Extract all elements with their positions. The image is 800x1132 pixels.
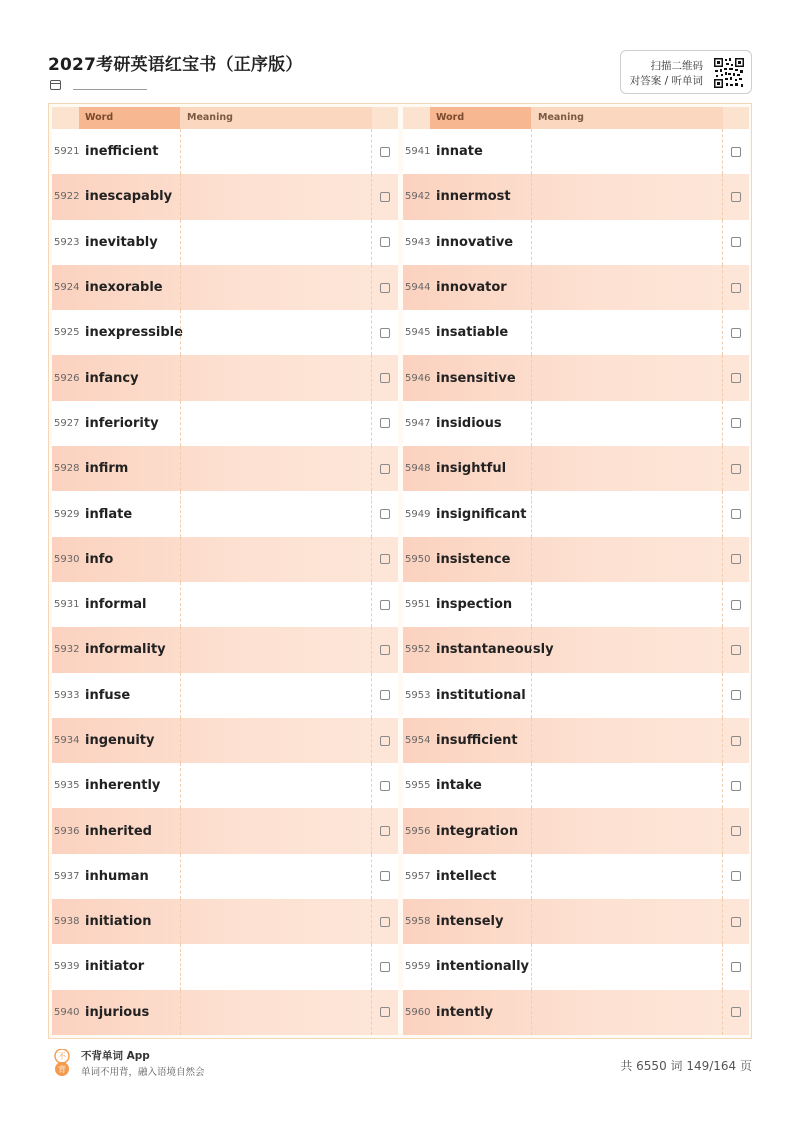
- table-row: [403, 854, 749, 899]
- word-text: intellect: [436, 868, 497, 884]
- word-text: inescapably: [85, 189, 173, 205]
- word-text: infirm: [85, 461, 129, 477]
- qr-panel[interactable]: [620, 50, 752, 94]
- meaning-field[interactable]: [531, 174, 723, 219]
- meaning-field[interactable]: [531, 854, 723, 899]
- meaning-field[interactable]: [531, 627, 723, 672]
- checkbox-icon[interactable]: [731, 464, 741, 474]
- table-row: [52, 265, 398, 310]
- vocabulary-table: [48, 103, 752, 1039]
- word-number: 5921: [54, 146, 80, 158]
- checkbox-icon[interactable]: [380, 283, 390, 293]
- checkbox-icon[interactable]: [380, 192, 390, 202]
- checkbox-icon[interactable]: [380, 826, 390, 836]
- word-number: 5922: [54, 191, 80, 203]
- word-text: intentionally: [436, 959, 530, 975]
- word-number: 5928: [54, 463, 80, 475]
- right-rows: [403, 129, 749, 1035]
- app-name: 不背单词 App: [81, 1050, 150, 1062]
- word-column-header: Word: [430, 107, 531, 129]
- word-text: informality: [85, 642, 166, 658]
- word-number: 5932: [54, 644, 80, 656]
- word-text: innate: [436, 144, 483, 160]
- table-row: [403, 990, 749, 1035]
- checkbox-icon[interactable]: [380, 690, 390, 700]
- word-text: inexpressible: [85, 325, 183, 341]
- meaning-field[interactable]: [180, 854, 372, 899]
- meaning-field[interactable]: [180, 944, 372, 989]
- meaning-column-header: Meaning: [180, 107, 372, 129]
- word-number: 5939: [54, 961, 80, 973]
- qr-code-icon[interactable]: [713, 57, 745, 89]
- table-row: [403, 808, 749, 853]
- meaning-field[interactable]: [180, 808, 372, 853]
- checkbox-icon[interactable]: [380, 781, 390, 791]
- checkbox-icon[interactable]: [731, 917, 741, 927]
- word-text: initiator: [85, 959, 145, 975]
- word-text: insightful: [436, 461, 507, 477]
- word-number: 5954: [405, 735, 431, 746]
- table-row: [403, 537, 749, 582]
- meaning-field[interactable]: [180, 310, 372, 355]
- table-row: [52, 491, 398, 536]
- checkbox-icon[interactable]: [731, 554, 741, 564]
- word-number: 5946: [405, 372, 431, 384]
- word-text: inherited: [85, 823, 152, 839]
- app-logo-icon: [52, 1049, 72, 1077]
- word-number: 5927: [54, 417, 80, 429]
- meaning-field[interactable]: [180, 627, 372, 672]
- table-row: [52, 537, 398, 582]
- checkbox-icon[interactable]: [731, 283, 741, 293]
- word-text: inferiority: [85, 415, 159, 431]
- date-row: [50, 80, 147, 90]
- meaning-field[interactable]: [180, 537, 372, 582]
- meaning-field[interactable]: [531, 265, 723, 310]
- word-number: 5944: [405, 282, 431, 294]
- checkbox-icon[interactable]: [380, 418, 390, 428]
- meaning-field[interactable]: [531, 537, 723, 582]
- meaning-field[interactable]: [531, 990, 723, 1035]
- word-text: insufficient: [436, 733, 518, 748]
- table-row: [52, 673, 398, 718]
- checkbox-icon[interactable]: [731, 192, 741, 202]
- meaning-field[interactable]: [531, 763, 723, 808]
- word-text: instantaneously: [436, 642, 554, 658]
- checkbox-icon[interactable]: [731, 328, 741, 338]
- checkbox-icon[interactable]: [731, 871, 741, 881]
- word-text: insensitive: [436, 370, 516, 386]
- meaning-field[interactable]: [531, 129, 723, 174]
- checkbox-icon[interactable]: [380, 962, 390, 972]
- qr-caption-line1: 扫描二维码: [650, 60, 703, 72]
- meaning-field[interactable]: [531, 808, 723, 853]
- table-row: [403, 220, 749, 265]
- word-number: 5958: [405, 916, 431, 928]
- table-row: [403, 355, 749, 400]
- meaning-field[interactable]: [180, 446, 372, 491]
- word-number: 5929: [54, 508, 80, 520]
- word-text: intently: [436, 1004, 494, 1020]
- table-row: [403, 582, 749, 627]
- word-number: 5951: [405, 599, 431, 611]
- meaning-field[interactable]: [180, 355, 372, 400]
- word-text: infancy: [85, 370, 139, 386]
- table-row: [403, 174, 749, 219]
- word-number: 5934: [54, 735, 80, 746]
- word-number: 5940: [54, 1006, 80, 1018]
- app-slogan: 单词不用背，融入语境自然会: [81, 1067, 205, 1078]
- word-number: 5941: [405, 146, 431, 158]
- word-number: 5936: [54, 825, 80, 837]
- table-row: [403, 310, 749, 355]
- checkbox-icon[interactable]: [731, 690, 741, 700]
- meaning-field[interactable]: [531, 673, 723, 718]
- calendar-icon: [50, 80, 61, 90]
- checkbox-icon[interactable]: [380, 871, 390, 881]
- table-row: [52, 718, 398, 763]
- checkbox-icon[interactable]: [731, 1007, 741, 1017]
- table-row: [403, 763, 749, 808]
- word-text: integration: [436, 823, 519, 839]
- table-row: [52, 310, 398, 355]
- table-header: [403, 107, 749, 129]
- app-logo-bottom-char: 背: [58, 1065, 66, 1074]
- checkbox-icon[interactable]: [731, 736, 741, 746]
- word-number: 5938: [54, 916, 80, 928]
- checkbox-icon[interactable]: [731, 962, 741, 972]
- table-row: [403, 491, 749, 536]
- table-row: [52, 129, 398, 174]
- word-number: 5925: [54, 327, 80, 339]
- checkbox-icon[interactable]: [380, 509, 390, 519]
- checkbox-icon[interactable]: [731, 373, 741, 383]
- meaning-field[interactable]: [180, 763, 372, 808]
- checkbox-icon[interactable]: [380, 645, 390, 655]
- table-header: [52, 107, 398, 129]
- table-row: [52, 899, 398, 944]
- word-text: insignificant: [436, 506, 527, 522]
- checkbox-icon[interactable]: [380, 328, 390, 338]
- checkbox-icon[interactable]: [731, 781, 741, 791]
- word-text: infuse: [85, 687, 131, 703]
- meaning-field[interactable]: [531, 491, 723, 536]
- meaning-field[interactable]: [531, 310, 723, 355]
- word-number: 5945: [405, 327, 431, 339]
- meaning-field[interactable]: [180, 129, 372, 174]
- table-row: [52, 763, 398, 808]
- word-text: inherently: [85, 778, 161, 794]
- meaning-field[interactable]: [180, 718, 372, 763]
- page-count: 共 6550 词 149/164 页: [620, 1059, 752, 1073]
- checkbox-icon[interactable]: [380, 600, 390, 610]
- word-text: injurious: [85, 1004, 150, 1020]
- word-number: 5942: [405, 191, 431, 203]
- word-number: 5956: [405, 825, 431, 837]
- table-row: [52, 854, 398, 899]
- table-row: [52, 990, 398, 1035]
- table-row: [52, 355, 398, 400]
- word-number: 5949: [405, 508, 431, 520]
- word-text: intake: [436, 778, 482, 794]
- checkbox-icon[interactable]: [380, 464, 390, 474]
- word-text: innermost: [436, 189, 511, 205]
- left-rows: [52, 129, 398, 1035]
- checkbox-icon[interactable]: [380, 917, 390, 927]
- meaning-field[interactable]: [531, 718, 723, 763]
- word-text: inflate: [85, 506, 133, 522]
- checkbox-icon[interactable]: [380, 1007, 390, 1017]
- table-row: [403, 446, 749, 491]
- meaning-field[interactable]: [180, 673, 372, 718]
- table-row: [52, 401, 398, 446]
- page-header: [48, 50, 752, 100]
- word-text: insistence: [436, 551, 511, 567]
- date-field[interactable]: [73, 80, 147, 90]
- word-number: 5924: [54, 282, 80, 294]
- word-text: informal: [85, 597, 147, 613]
- word-text: institutional: [436, 687, 526, 703]
- meaning-field[interactable]: [180, 582, 372, 627]
- table-row: [52, 944, 398, 989]
- word-column-header: Word: [79, 107, 180, 129]
- table-row: [52, 446, 398, 491]
- word-text: inexorable: [85, 280, 163, 296]
- word-number: 5931: [54, 599, 80, 611]
- table-row: [403, 673, 749, 718]
- meaning-field[interactable]: [180, 990, 372, 1035]
- word-number: 5930: [54, 553, 80, 565]
- checkbox-icon[interactable]: [380, 736, 390, 746]
- table-row: [52, 808, 398, 853]
- word-number: 5955: [405, 780, 431, 792]
- checkbox-icon[interactable]: [731, 645, 741, 655]
- checkbox-icon[interactable]: [731, 826, 741, 836]
- table-row: [403, 718, 749, 763]
- word-text: innovator: [436, 280, 507, 296]
- checkbox-icon[interactable]: [731, 418, 741, 428]
- word-number: 5943: [405, 236, 431, 248]
- word-number: 5933: [54, 689, 80, 701]
- checkbox-icon[interactable]: [380, 147, 390, 157]
- word-number: 5957: [405, 870, 431, 882]
- word-number: 5953: [405, 689, 431, 701]
- meaning-field[interactable]: [531, 944, 723, 989]
- right-column: [403, 107, 749, 1035]
- meaning-field[interactable]: [180, 401, 372, 446]
- table-row: [52, 220, 398, 265]
- table-row: [52, 582, 398, 627]
- word-text: inevitably: [85, 234, 158, 250]
- word-number: 5959: [405, 961, 431, 973]
- word-number: 5935: [54, 780, 80, 792]
- meaning-field[interactable]: [180, 491, 372, 536]
- checkbox-icon[interactable]: [380, 554, 390, 564]
- word-number: 5937: [54, 870, 80, 882]
- word-text: inspection: [436, 597, 513, 613]
- left-column: [52, 107, 398, 1035]
- word-number: 5960: [405, 1006, 431, 1018]
- table-row: [403, 401, 749, 446]
- meaning-field[interactable]: [180, 265, 372, 310]
- checkbox-icon[interactable]: [731, 509, 741, 519]
- meaning-column-header: Meaning: [531, 107, 723, 129]
- word-number: 5952: [405, 644, 431, 656]
- meaning-field[interactable]: [531, 446, 723, 491]
- word-text: insidious: [436, 415, 502, 431]
- meaning-field[interactable]: [531, 220, 723, 265]
- meaning-field[interactable]: [180, 220, 372, 265]
- word-text: ingenuity: [85, 733, 155, 748]
- table-row: [403, 129, 749, 174]
- checkbox-icon[interactable]: [731, 237, 741, 247]
- word-number: 5948: [405, 463, 431, 475]
- word-text: inefficient: [85, 144, 159, 160]
- qr-caption-line2: 对答案 / 听单词: [629, 75, 703, 87]
- table-row: [403, 627, 749, 672]
- checkbox-icon[interactable]: [731, 600, 741, 610]
- table-row: [52, 627, 398, 672]
- word-number: 5926: [54, 372, 80, 384]
- page-title: 2027考研英语红宝书（正序版）: [48, 55, 303, 75]
- checkbox-icon[interactable]: [380, 373, 390, 383]
- word-text: inhuman: [85, 868, 149, 884]
- table-row: [403, 265, 749, 310]
- table-row: [52, 174, 398, 219]
- checkbox-icon[interactable]: [380, 237, 390, 247]
- word-text: innovative: [436, 234, 514, 250]
- table-row: [403, 899, 749, 944]
- meaning-field[interactable]: [180, 174, 372, 219]
- word-number: 5947: [405, 417, 431, 429]
- word-number: 5950: [405, 553, 431, 565]
- word-number: 5923: [54, 236, 80, 248]
- app-logo-top-char: 不: [58, 1052, 66, 1061]
- word-text: insatiable: [436, 325, 509, 341]
- meaning-field[interactable]: [180, 899, 372, 944]
- checkbox-icon[interactable]: [731, 147, 741, 157]
- table-row: [403, 944, 749, 989]
- page-footer: [48, 1048, 752, 1080]
- word-text: info: [85, 551, 114, 567]
- word-text: initiation: [85, 914, 152, 930]
- word-text: intensely: [436, 914, 504, 930]
- meaning-field[interactable]: [531, 355, 723, 400]
- meaning-field[interactable]: [531, 899, 723, 944]
- meaning-field[interactable]: [531, 582, 723, 627]
- meaning-field[interactable]: [531, 401, 723, 446]
